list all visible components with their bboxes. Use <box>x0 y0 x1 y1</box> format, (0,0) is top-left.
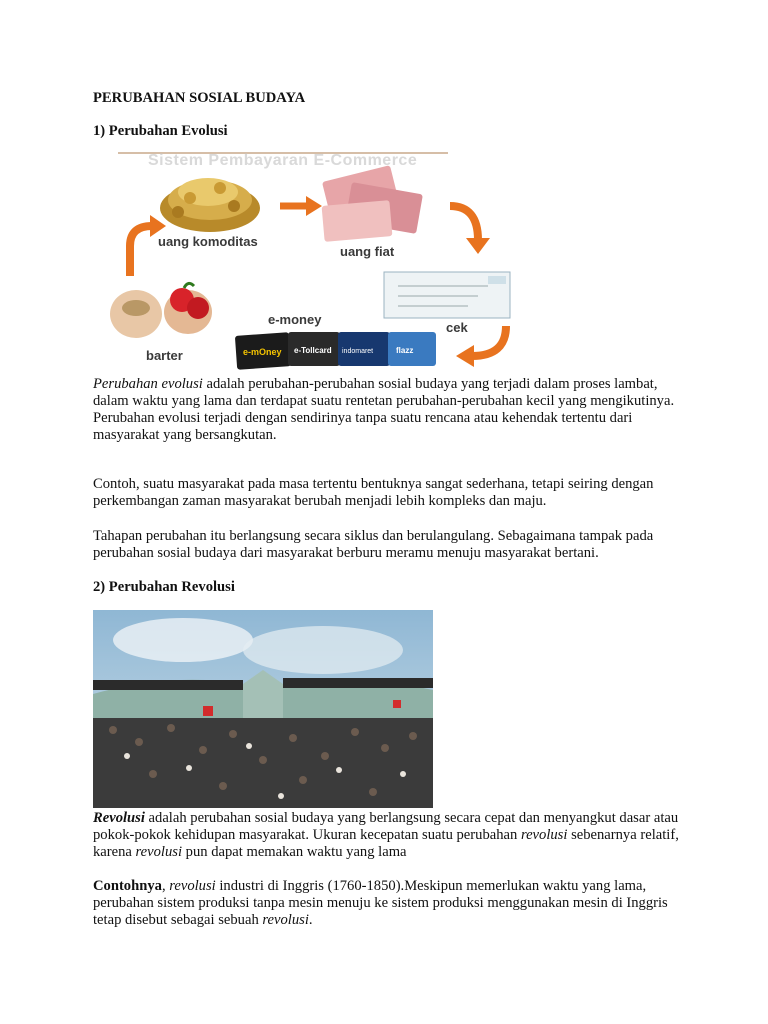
revolusi-term-b: revolusi <box>520 827 568 843</box>
contohnya-text-a: , <box>161 878 170 894</box>
term-contohnya: Contohnya <box>93 878 162 894</box>
barter-illustration <box>110 283 212 338</box>
section1-title: 1) Perubahan Evolusi <box>93 123 228 139</box>
contoh-paragraph: Contoh, suatu masyarakat pada masa tertentu bentuknya sangat sederhana, tetapi seiring dengan perkembangan zaman masyarakat berubah menjadi lebih kompleks dan maju. <box>93 476 654 509</box>
label-uang-fiat: uang fiat <box>340 244 395 259</box>
figure-title: Sistem Pembayaran E-Commerce <box>148 152 418 169</box>
svg-text:flazz: flazz <box>396 346 414 355</box>
label-e-money: e-money <box>268 312 322 327</box>
label-barter: barter <box>146 348 183 363</box>
svg-text:indomaret: indomaret <box>342 348 374 355</box>
contohnya-paragraph <box>93 878 683 929</box>
svg-text:e-mOney: e-mOney <box>243 347 282 357</box>
revolusi-paragraph <box>93 810 683 861</box>
section2-title: 2) Perubahan Revolusi <box>93 579 235 595</box>
evolusi-paragraph <box>93 376 683 444</box>
revolusi-text-a: adalah perubahan sosial budaya yang berlangsung secara cepat dan menyangkut dasar atau pokok-pokok kehidupan masyarakat. Ukuran kecepatan suatu perubahan <box>93 810 679 843</box>
payment-system-figure <box>108 148 522 374</box>
coins-illustration <box>160 178 260 232</box>
label-cek: cek <box>446 320 468 335</box>
evolusi-definition: adalah perubahan-perubahan sosial budaya yang terjadi dalam proses lambat, dalam waktu yang lama dan terdapat suatu rentetan perubahan-perubahan kecil yang mengikutinya. <box>93 376 675 409</box>
revolusi-text-c: sebenarnya relatif, karena <box>93 827 679 860</box>
evolusi-note: Perubahan evolusi terjadi dengan sendirinya tanpa suatu rencana atau kehendak tertentu dari masyarakat yang bersangkutan. <box>93 410 633 443</box>
term-perubahan-evolusi: Perubahan evolusi <box>93 376 203 392</box>
page-heading: PERUBAHAN SOSIAL BUDAYA <box>93 90 306 106</box>
svg-text:e-Tollcard: e-Tollcard <box>294 346 332 355</box>
contohnya-term-b: revolusi <box>169 878 216 894</box>
revolusi-term-d: revolusi <box>135 844 183 860</box>
term-revolusi: Revolusi <box>93 810 145 826</box>
revolution-crowd-photo <box>93 610 433 808</box>
tahapan-paragraph: Tahapan perubahan itu berlangsung secara siklus dan berulangulang. Sebagaimana tampak pada perubahan sosial budaya dari masyarakat berburu meramu menuju masyarakat bertani. <box>93 528 654 561</box>
payment-cycle-illustration <box>108 148 522 374</box>
cheque-illustration <box>384 272 510 318</box>
banknotes-illustration <box>322 165 423 242</box>
contohnya-term-d: revolusi <box>262 912 309 928</box>
contohnya-text-e: . <box>308 912 313 928</box>
label-uang-komoditas: uang komoditas <box>158 234 258 249</box>
contohnya-text-c: industri di Inggris (1760-1850).Meskipun memerlukan waktu yang lama, perubahan sistem produksi tanpa mesin menuju ke sistem produksi menggunakan mesin di Inggris tetap disebut sebagai sebuah <box>93 878 668 928</box>
revolusi-text-e: pun dapat memakan waktu yang lama <box>182 844 407 860</box>
crowd-photo-illustration <box>93 610 433 808</box>
emoney-cards <box>235 332 436 370</box>
